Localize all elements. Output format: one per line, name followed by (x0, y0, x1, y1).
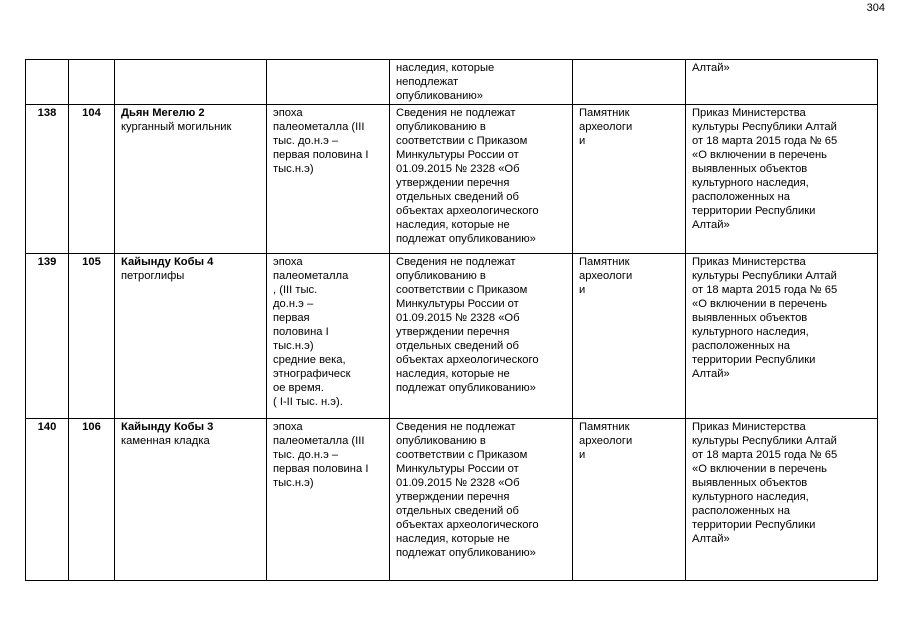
table-row (26, 419, 878, 581)
location-cell (390, 105, 573, 254)
category-cell (573, 105, 686, 254)
dating: эпоха палеометалла (III тыс. до.н.э – первая половина I тыс.н.э) (273, 107, 369, 175)
document-cell (686, 254, 878, 419)
category: Памятник археологи и (579, 256, 633, 296)
object-name-cell (115, 105, 267, 254)
table-row (26, 105, 878, 254)
dating-cell (267, 419, 390, 581)
dating-cell (267, 60, 390, 105)
row-number: 139 (26, 254, 69, 419)
table-row (26, 254, 878, 419)
category-cell (573, 254, 686, 419)
table-row (26, 60, 878, 105)
row-sub-number: 105 (69, 254, 115, 419)
row-number: 140 (26, 419, 69, 581)
object-name: Кайынду Кобы 4 (121, 256, 214, 268)
document-cell (686, 419, 878, 581)
location-cell (390, 60, 573, 105)
document: Приказ Министерства культуры Республики Алтай от 18 марта 2015 года № 65 «О включении в перечень выявленных объектов культурного наследия, расположенных на территории Республики Алтай» (692, 421, 838, 545)
location-cell (390, 419, 573, 581)
row-number: 138 (26, 105, 69, 254)
category: Памятник археологи и (579, 421, 633, 461)
row-sub-number: 106 (69, 419, 115, 581)
location: Сведения не подлежат опубликованию в соответствии с Приказом Минкультуры России от 01.09.2015 № 2328 «Об утверждении перечня отдельных сведений об объектах археологического наследия, которые не подлежат опубликованию» (396, 107, 539, 245)
object-name-cell (115, 419, 267, 581)
object-name-cell (115, 60, 267, 105)
dating: эпоха палеометалла , (III тыс. до.н.э – первая половина I тыс.н.э) средние века, этнографическ ое время. ( I-II тыс. н.э). (273, 256, 351, 408)
document: Алтай» (692, 62, 730, 74)
object-name: Кайынду Кобы 3 (121, 421, 214, 433)
row-sub-number (69, 60, 115, 105)
category-cell (573, 60, 686, 105)
category-cell (573, 419, 686, 581)
dating-cell (267, 105, 390, 254)
location: Сведения не подлежат опубликованию в соответствии с Приказом Минкультуры России от 01.09.2015 № 2328 «Об утверждении перечня отдельных сведений об объектах археологического наследия, которые не подлежат опубликованию» (396, 256, 539, 394)
document: Приказ Министерства культуры Республики Алтай от 18 марта 2015 года № 65 «О включении в перечень выявленных объектов культурного наследия, расположенных на территории Республики Алтай» (692, 256, 838, 380)
object-type: петроглифы (121, 270, 185, 282)
document: Приказ Министерства культуры Республики Алтай от 18 марта 2015 года № 65 «О включении в перечень выявленных объектов культурного наследия, расположенных на территории Республики Алтай» (692, 107, 838, 231)
dating: эпоха палеометалла (III тыс. до.н.э – первая половина I тыс.н.э) (273, 421, 369, 489)
row-sub-number: 104 (69, 105, 115, 254)
page-number: 304 (866, 2, 885, 14)
location-cell (390, 254, 573, 419)
location: наследия, которые неподлежат опубликованию» (396, 62, 495, 102)
object-name: Дьян Мегелю 2 (121, 107, 205, 119)
document-cell (686, 60, 878, 105)
location: Сведения не подлежат опубликованию в соответствии с Приказом Минкультуры России от 01.09.2015 № 2328 «Об утверждении перечня отдельных сведений об объектах археологического наследия, которые не подлежат опубликованию» (396, 421, 539, 559)
row-number (26, 60, 69, 105)
heritage-registry-table (25, 59, 878, 581)
object-type: курганный могильник (121, 121, 232, 133)
category: Памятник археологи и (579, 107, 633, 147)
object-type: каменная кладка (121, 435, 210, 447)
document-cell (686, 105, 878, 254)
object-name-cell (115, 254, 267, 419)
dating-cell (267, 254, 390, 419)
